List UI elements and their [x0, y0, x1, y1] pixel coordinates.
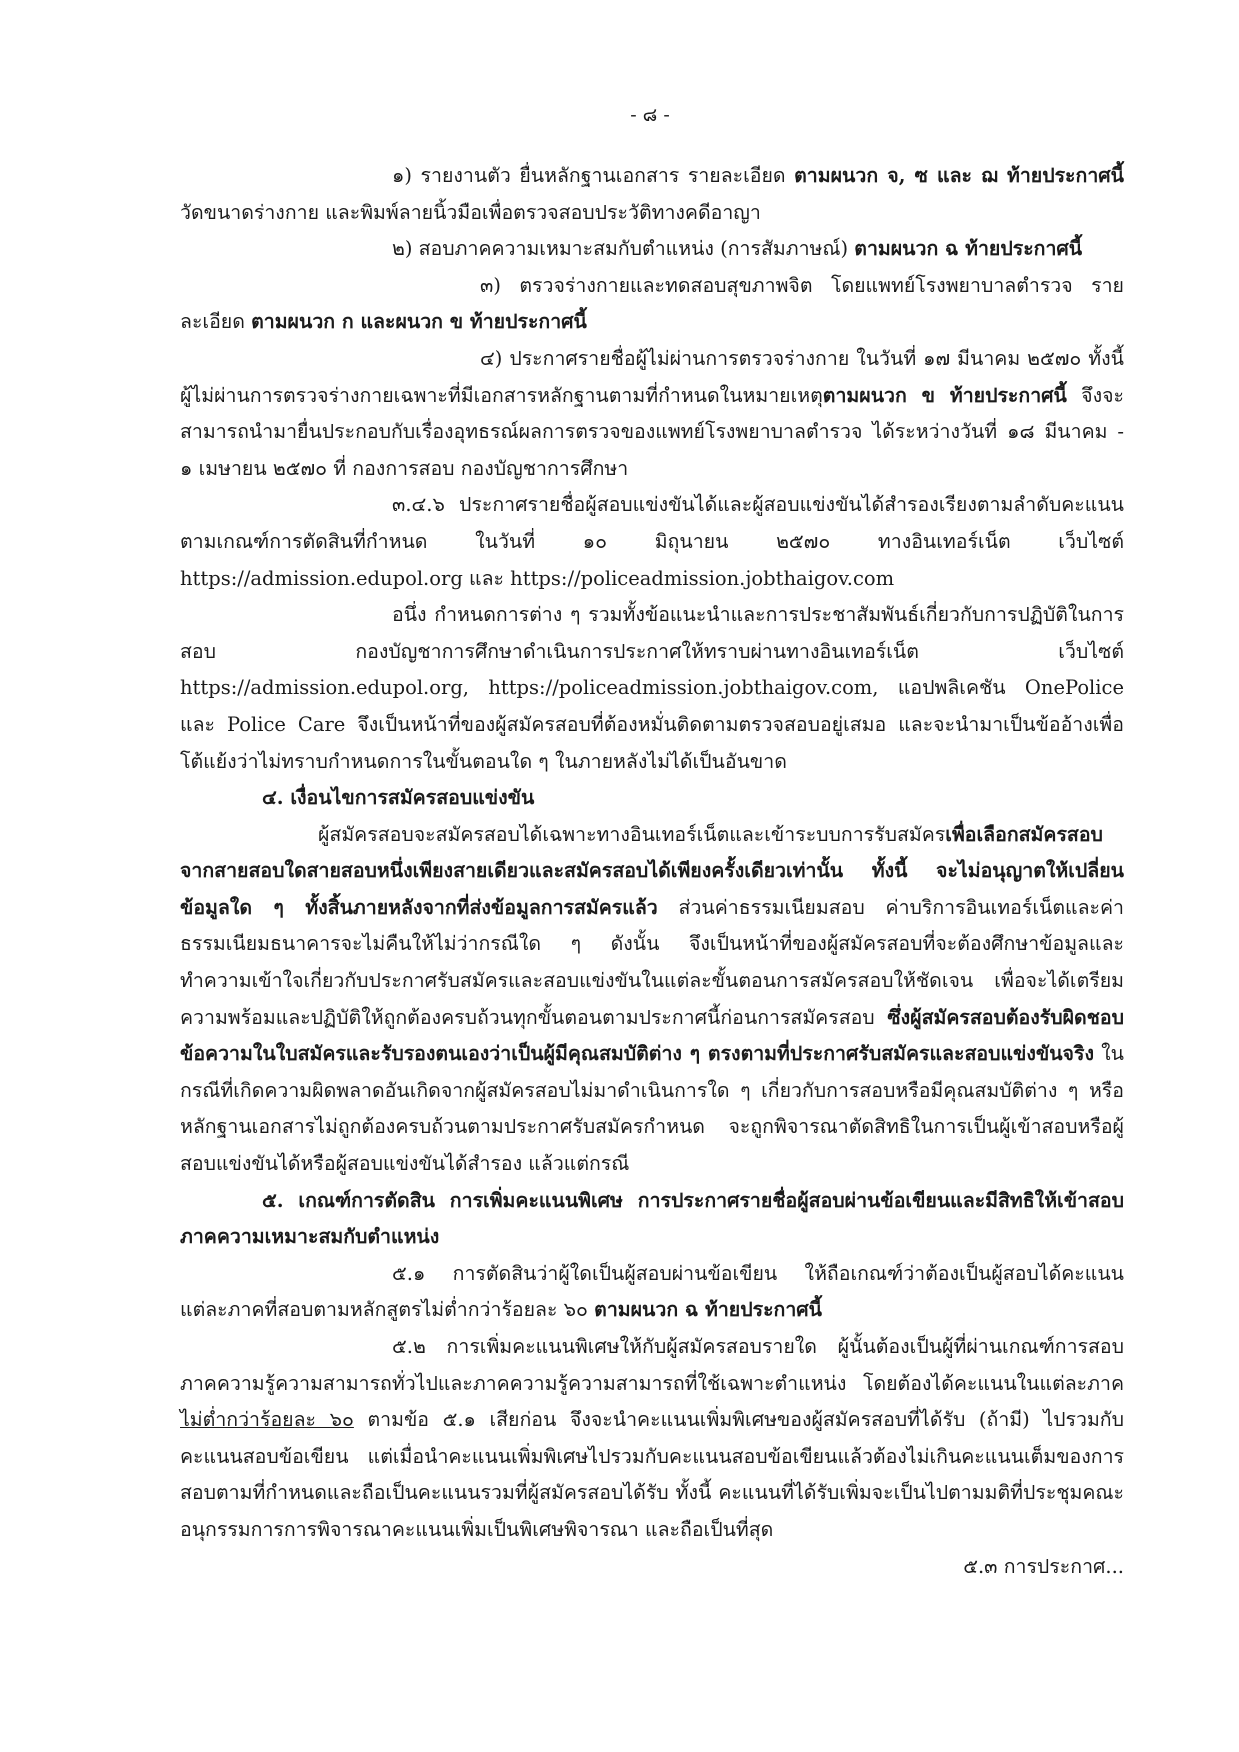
item-4-fail-announcement [180, 341, 1124, 487]
page-number: - ๘ - [630, 104, 670, 126]
text: ๔) ประกาศรายชื่อผู้ไม่ผ่านการตรวจร่างกาย ในวันที่ ๑๗ มีนาคม ๒๕๗๐ ทั้งนี้ ผู้ไม่ผ่านการตรวจร่างกายเฉพาะที่มีเอกสารหลักฐานตามที่กำหนดในหมายเหตุ [180, 346, 1124, 407]
text: จึงจะสามารถนำมายื่นประกอบกับเรื่องอุทธรณ์ผลการตรวจของแพทย์โรงพยาบาลตำรวจ ได้ระหว่างวันที่ ๑๘ มีนาคม - ๑ เมษายน ๒๕๗๐ ที่ กองการสอบ กองบัญชาการศึกษา [180, 383, 1125, 480]
text: ในกรณีที่เกิดความผิดพลาดอันเกิดจากผู้สมัครสอบไม่มาดำเนินการใด ๆ เกี่ยวกับการสอบหรือมีคุณสมบัติต่าง ๆ หรือหลักฐานเอกสารไม่ถูกต้องครบถ้วนตามประกาศรับสมัครกำหนด จะถูกพิจารณาตัดสิทธิในการเป็นผู้เข้าสอบหรือผู้สอบแข่งขันได้หรือผู้สอบแข่งขันได้สำรอง แล้วแต่กรณี [180, 1042, 1124, 1176]
item-3-4-6-results [180, 487, 1124, 597]
item-5-2-bonus-score [180, 1329, 1124, 1549]
text: ๕.๑ การตัดสินว่าผู้ใดเป็นผู้สอบผ่านข้อเขียน ให้ถือเกณฑ์ว่าต้องเป็นผู้สอบได้คะแนนแต่ละภาคที่สอบตามหลักสูตรไม่ต่ำกว่าร้อยละ ๖๐ [180, 1261, 1124, 1322]
underlined-text: ไม่ต่ำกว่าร้อยละ ๖๐ [180, 1408, 354, 1432]
text: อนึ่ง กำหนดการต่าง ๆ รวมทั้งข้อแนะนำและการประชาสัมพันธ์เกี่ยวกับการปฏิบัติในการสอบ กองบัญชาการศึกษาดำเนินการประกาศให้ทราบผ่านทางอินเทอร์เน็ต เว็บไซต์ https://admission.edupol.org, https://policeadmission.jobthaigov.com, แอปพลิเคชัน OnePolice และ Police Care จึงเป็นหน้าที่ของผู้สมัครสอบที่ต้องหมั่นติดตามตรวจสอบอยู่เสมอ และจะนำมาเป็นข้ออ้างเพื่อโต้แย้งว่าไม่ทราบกำหนดการในขั้นตอนใด ๆ ในภายหลังไม่ได้เป็นอันขาด [180, 603, 1124, 773]
item-3-physical-exam [180, 268, 1124, 341]
bold-text: ตามผนวก จ, ซ และ ฌ ท้ายประกาศนี้ [794, 164, 1124, 187]
schedule-note [180, 597, 1124, 780]
bold-text: ตามผนวก ฉ ท้ายประกาศนี้ [594, 1298, 823, 1322]
text: ๑) รายงานตัว ยื่นหลักฐานเอกสาร รายละเอียด [392, 164, 795, 187]
document-body [180, 158, 1124, 1585]
continuation-marker: ๕.๓ การประกาศ... [963, 1554, 1124, 1578]
text: ๓) ตรวจร่างกายและทดสอบสุขภาพจิต โดยแพทย์โรงพยาบาลตำรวจ รายละเอียด [180, 273, 1124, 334]
text: วัดขนาดร่างกาย และพิมพ์ลายนิ้วมือเพื่อตรวจสอบประวัติทางคดีอาญา [180, 200, 761, 224]
bold-text: ตามผนวก ก และผนวก ข ท้ายประกาศนี้ [251, 310, 587, 334]
bold-text: ซึ่งผู้สมัครสอบต้องรับผิดชอบข้อความในใบสมัครและรับรองตนเองว่าเป็นผู้มีคุณสมบัติต่าง ๆ ตรงตามที่ประกาศรับสมัครและสอบแข่งขันจริง [180, 1005, 1124, 1066]
section-5-heading [180, 1183, 1124, 1256]
text: ส่วนค่าธรรมเนียมสอบ ค่าบริการอินเทอร์เน็ตและค่าธรรมเนียมธนาคารจะไม่คืนให้ไม่ว่ากรณีใด ๆ ดังนั้น จึงเป็นหน้าที่ของผู้สมัครสอบที่จะต้องศึกษาข้อมูลและทำความเข้าใจเกี่ยวกับประกาศรับสมัครและสอบแข่งขันในแต่ละขั้นตอนการสมัครสอบให้ชัดเจน เพื่อจะได้เตรียมความพร้อมและปฏิบัติให้ถูกต้องครบถ้วนทุกขั้นตอนตามประกาศนี้ก่อนการสมัครสอบ [180, 895, 1124, 1029]
text: ตามข้อ ๕.๑ เสียก่อน จึงจะนำคะแนนเพิ่มพิเศษของผู้สมัครสอบที่ได้รับ (ถ้ามี) ไปรวมกับคะแนนสอบข้อเขียน แต่เมื่อนำคะแนนเพิ่มพิเศษไปรวมกับคะแนนสอบข้อเขียนแล้วต้องไม่เกินคะแนนเต็มของการสอบตามที่กำหนดและถือเป็นคะแนนรวมที่ผู้สมัครสอบได้รับ ทั้งนี้ คะแนนที่ได้รับเพิ่มจะเป็นไปตามมติที่ประชุมคณะอนุกรรมการการพิจารณาคะแนนเพิ่มเป็นพิเศษพิจารณา และถือเป็นที่สุด [180, 1408, 1124, 1541]
bold-text: ๕. เกณฑ์การตัดสิน การเพิ่มคะแนนพิเศษ การประกาศรายชื่อผู้สอบผ่านข้อเขียนและมีสิทธิให้เข้าสอบภาคความเหมาะสมกับตำแหน่ง [180, 1188, 1124, 1249]
bold-text: ๔. เงื่อนไขการสมัครสอบแข่งขัน [262, 786, 535, 810]
item-1-report [180, 158, 1124, 231]
section-4-heading [180, 780, 1124, 817]
bold-text: ตามผนวก ข ท้ายประกาศนี้ [822, 383, 1067, 407]
text: ๒) สอบภาคความเหมาะสมกับตำแหน่ง (การสัมภาษณ์) [392, 237, 855, 261]
item-2-interview [180, 231, 1124, 268]
text: ผู้สมัครสอบจะสมัครสอบได้เฉพาะทางอินเทอร์เน็ตและเข้าระบบการรับสมัคร [318, 822, 946, 846]
text: ๕.๒ การเพิ่มคะแนนพิเศษให้กับผู้สมัครสอบรายใด ผู้นั้นต้องเป็นผู้ที่ผ่านเกณฑ์การสอบภาคความรู้ความสามารถทั่วไปและภาคความรู้ความสามารถที่ใช้เฉพาะตำแหน่ง โดยต้องได้คะแนนในแต่ละภาค [180, 1335, 1124, 1395]
section-4-body [180, 817, 1124, 1183]
bold-text: เพื่อเลือกสมัครสอบจากสายสอบใดสายสอบหนึ่งเพียงสายเดียวและสมัครสอบได้เพียงครั้งเดียวเท่านั้น ทั้งนี้ จะไม่อนุญาตให้เปลี่ยนข้อมูลใด ๆ ทั้งสิ้นภายหลังจากที่ส่งข้อมูลการสมัครแล้ว [180, 822, 1124, 919]
item-5-1-criteria [180, 1256, 1124, 1329]
text: ๓.๔.๖ ประกาศรายชื่อผู้สอบแข่งขันได้และผู้สอบแข่งขันได้สำรองเรียงตามลำดับคะแนนตามเกณฑ์การตัดสินที่กำหนด ในวันที่ ๑๐ มิถุนายน ๒๕๗๐ ทางอินเทอร์เน็ต เว็บไซต์ https://admission.edupol.org และ https://policeadmission.jobthaigov.com [180, 493, 1124, 590]
bold-text: ตามผนวก ฉ ท้ายประกาศนี้ [854, 237, 1083, 261]
